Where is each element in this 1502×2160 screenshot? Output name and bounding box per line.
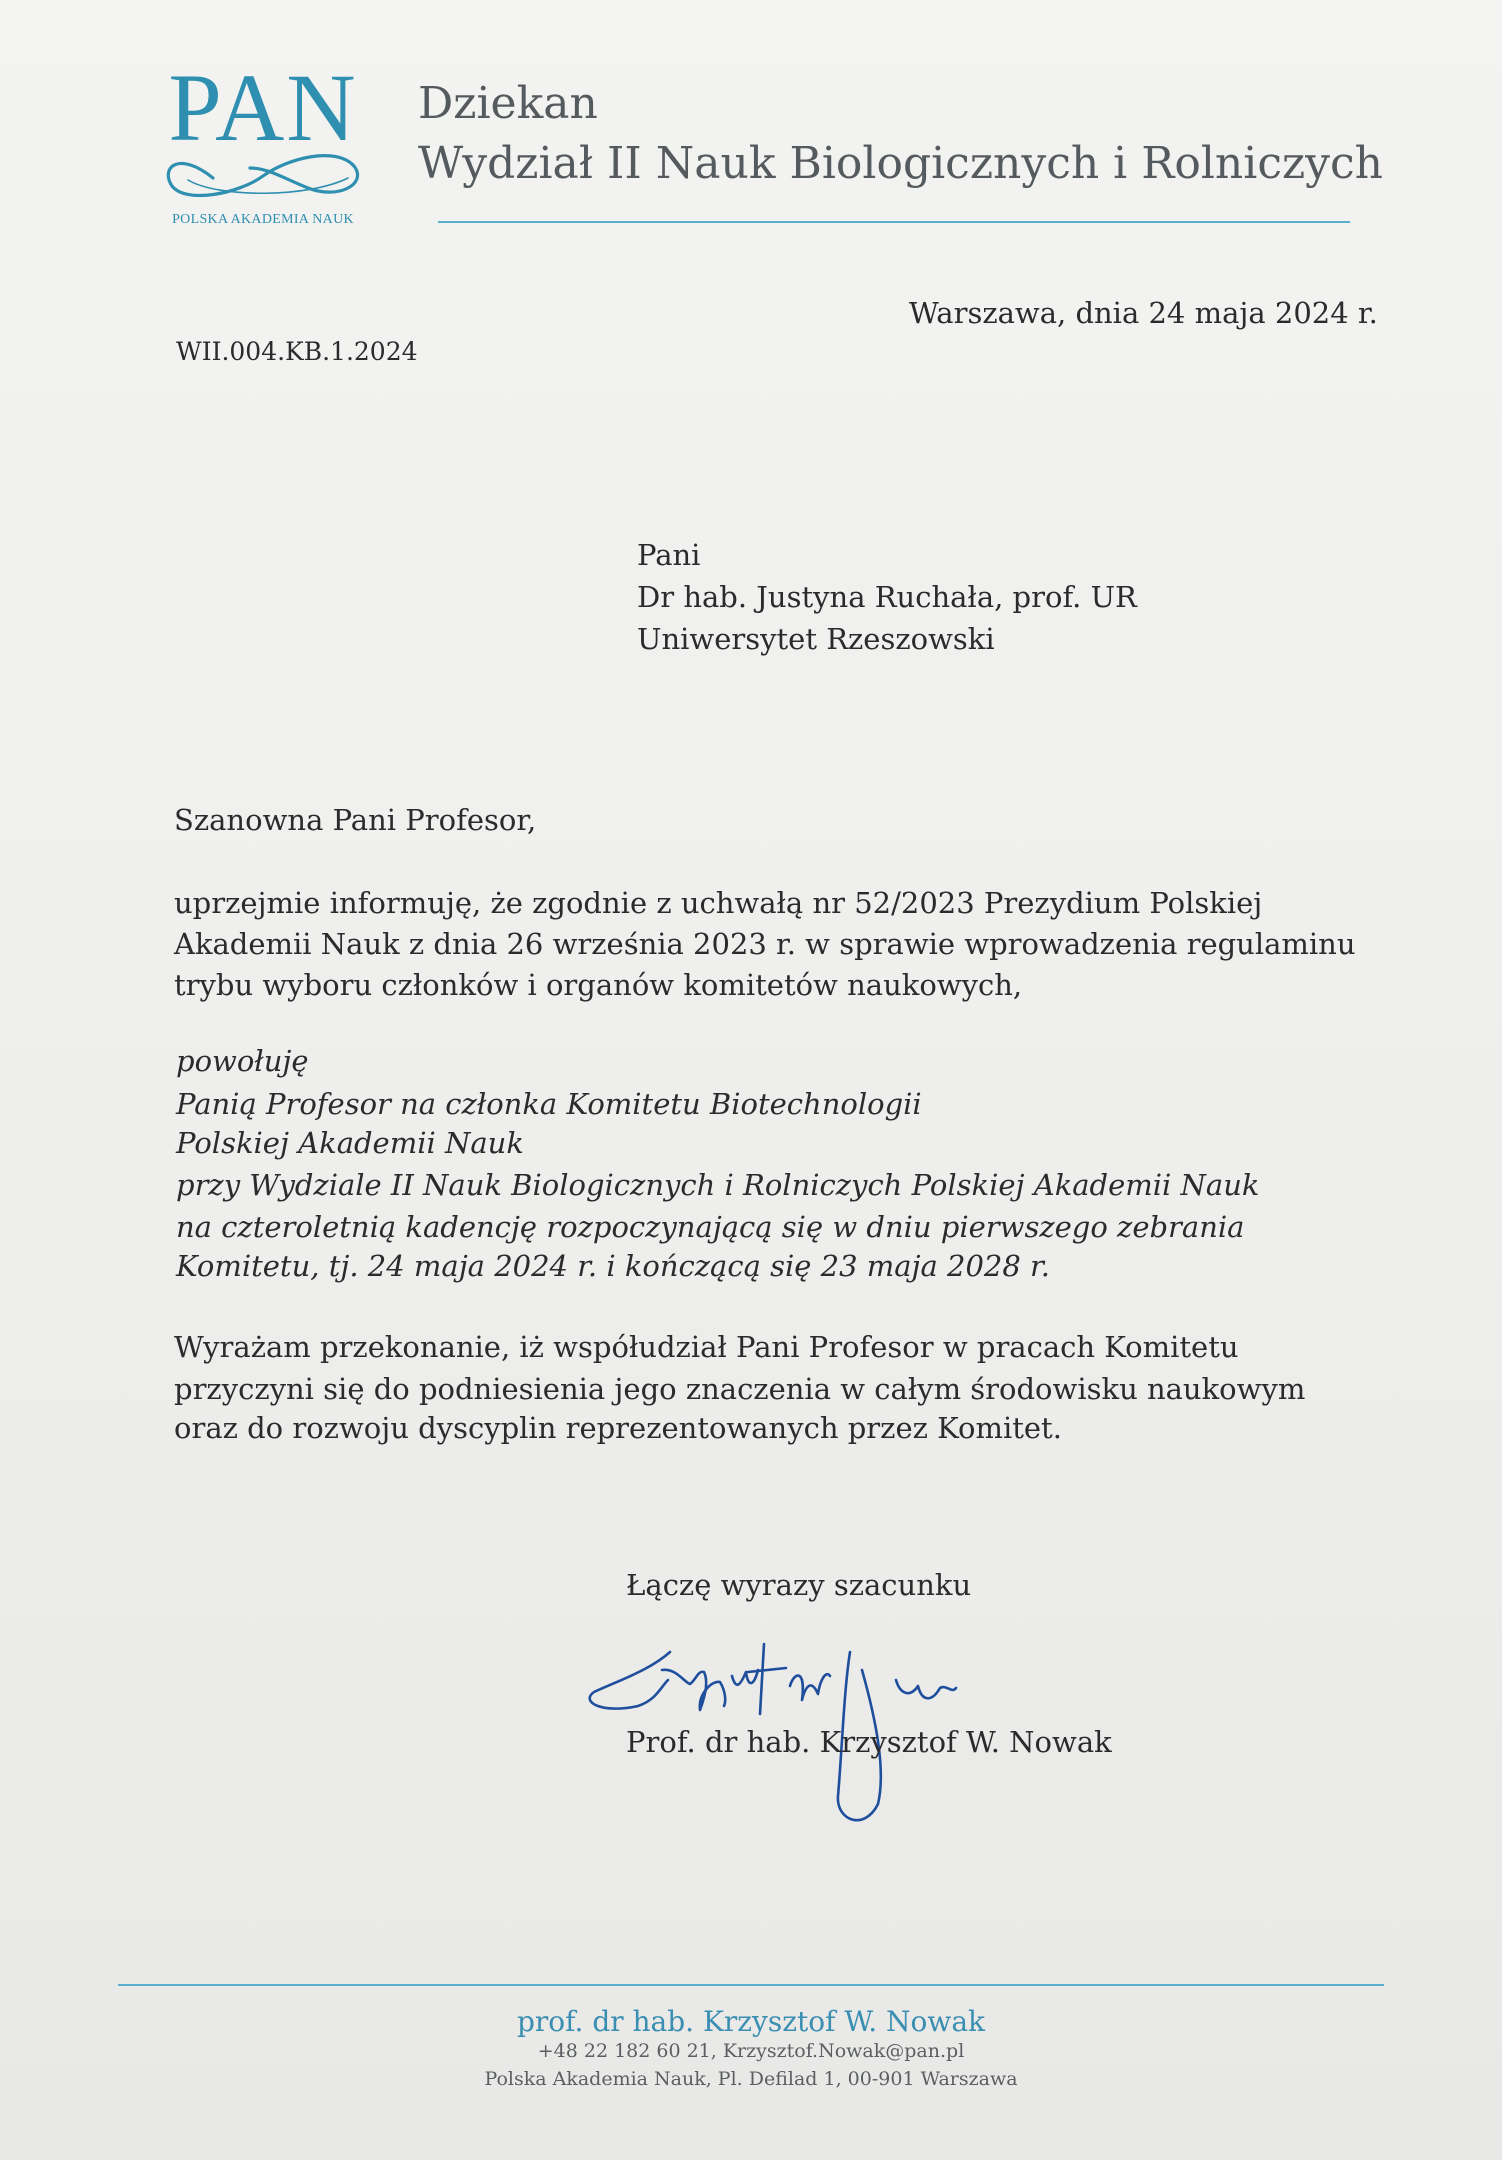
closing-regards: Łączę wyrazy szacunku [626, 1568, 972, 1602]
reference-number: WII.004.KB.1.2024 [176, 337, 418, 366]
appointment-line: na czteroletnią kadencję rozpoczynającą się w dniu pierwszego zebrania [176, 1210, 1245, 1244]
recipient-institution: Uniwersytet Rzeszowski [637, 622, 995, 656]
pan-logo [158, 54, 368, 235]
paragraph-line: Akademii Nauk z dnia 26 września 2023 r. w sprawie wprowadzenia regulaminu [174, 927, 1356, 961]
footer-name: prof. dr hab. Krzysztof W. Nowak [516, 2005, 986, 2038]
header-title: Dziekan [418, 78, 598, 129]
footer-divider [118, 1984, 1384, 1986]
appointment-line: Polskiej Akademii Nauk [176, 1126, 524, 1160]
paragraph-line: Wyrażam przekonanie, iż współudział Pani Profesor w pracach Komitetu [174, 1330, 1239, 1364]
footer-address: Polska Akademia Nauk, Pl. Defilad 1, 00-901 Warszawa [484, 2068, 1018, 2090]
logo-wordmark: PAN [168, 54, 358, 161]
place-date: Warszawa, dnia 24 maja 2024 r. [909, 296, 1378, 330]
recipient-salutation: Pani [637, 538, 701, 572]
greeting: Szanowna Pani Profesor, [174, 803, 537, 837]
header-divider [438, 221, 1350, 223]
logo-caption: POLSKA AKADEMIA NAUK [172, 212, 354, 227]
recipient-name: Dr hab. Justyna Ruchała, prof. UR [637, 580, 1137, 614]
paragraph-line: trybu wyboru członków i organów komitetów naukowych, [174, 968, 1023, 1002]
signatory-name: Prof. dr hab. Krzysztof W. Nowak [626, 1725, 1112, 1759]
paragraph-line: oraz do rozwoju dyscyplin reprezentowanych przez Komitet. [174, 1411, 1062, 1445]
footer-contact: +48 22 182 60 21, Krzysztof.Nowak@pan.pl [537, 2040, 965, 2062]
header-department: Wydział II Nauk Biologicznych i Rolniczych [418, 138, 1383, 189]
paragraph-line: przyczyni się do podniesienia jego znaczenia w całym środowisku naukowym [174, 1372, 1306, 1406]
paragraph-line: uprzejmie informuję, że zgodnie z uchwałą nr 52/2023 Prezydium Polskiej [174, 886, 1263, 920]
infinity-swirl-icon [158, 138, 368, 210]
appointment-line: Panią Profesor na członka Komitetu Biotechnologii [176, 1087, 922, 1121]
appointment-line: Komitetu, tj. 24 maja 2024 r. i kończącą się 23 maja 2028 r. [176, 1249, 1050, 1283]
appointment-line: przy Wydziale II Nauk Biologicznych i Rolniczych Polskiej Akademii Nauk [176, 1168, 1260, 1202]
appointment-line: powołuję [176, 1044, 309, 1078]
